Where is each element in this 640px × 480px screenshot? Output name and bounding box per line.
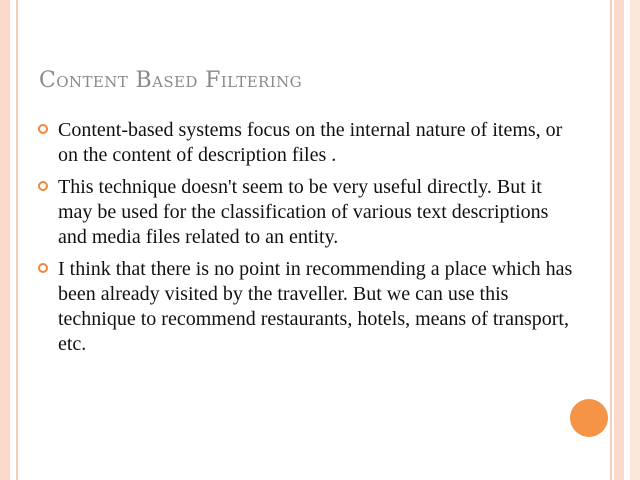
bullet-item (38, 118, 578, 168)
bullet-circle-icon (38, 124, 48, 134)
left-border-band (0, 0, 10, 480)
bullet-item (38, 175, 578, 250)
right-border-outer (630, 0, 640, 480)
bullet-list (38, 118, 578, 364)
right-border-line (610, 0, 612, 480)
bullet-text: This technique doesn't seem to be very useful directly. But it may be used for the classification of various text descriptions and media files related to an entity. (58, 176, 549, 248)
decorative-orange-circle (570, 399, 608, 437)
right-border-band (614, 0, 624, 480)
bullet-text: I think that there is no point in recommending a place which has been already visited by the traveller. But we can use this technique to recommend restaurants, hotels, means of transport, etc. (58, 258, 573, 355)
bullet-text: Content-based systems focus on the internal nature of items, or on the content of description files . (58, 119, 563, 166)
bullet-circle-icon (38, 181, 48, 191)
slide-title: Content Based Filtering (39, 68, 302, 93)
bullet-circle-icon (38, 263, 48, 273)
bullet-item (38, 257, 578, 357)
left-border-line (16, 0, 18, 480)
